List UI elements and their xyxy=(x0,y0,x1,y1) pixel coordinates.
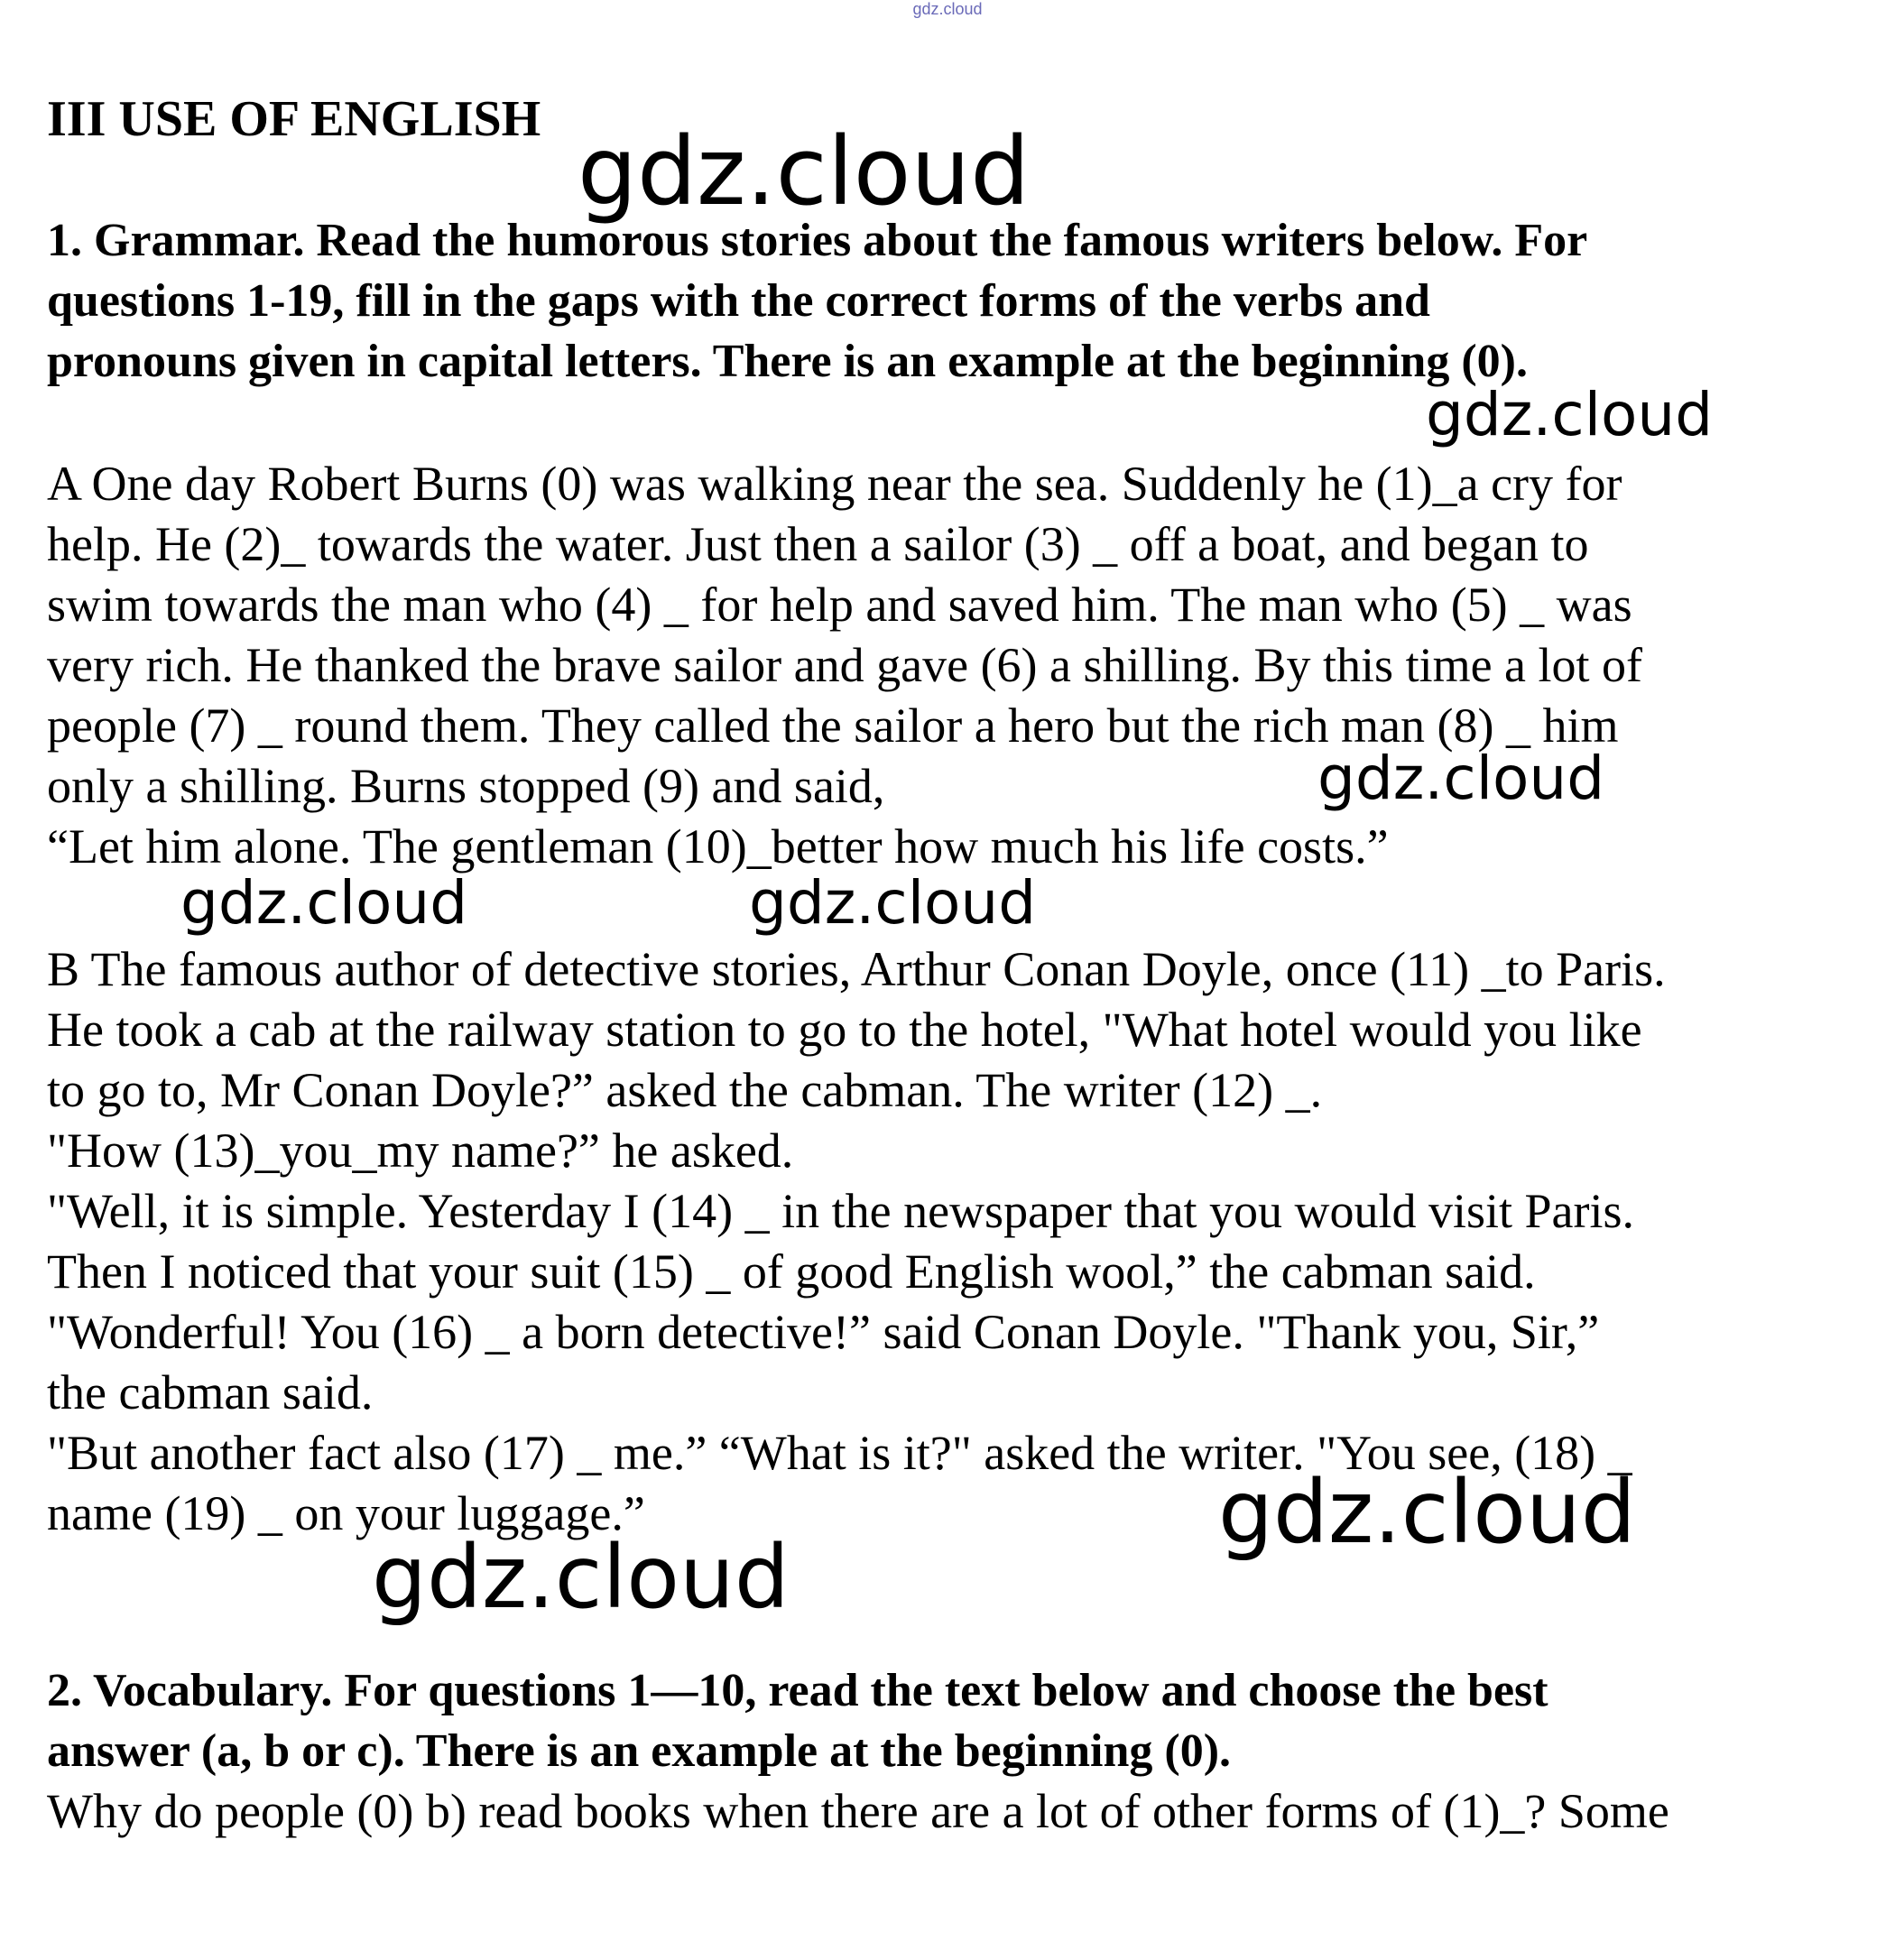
watermark: gdz.cloud xyxy=(1426,380,1714,449)
vocabulary-line: Why do people (0) b) read books when there are a lot of other forms of (1)_? Some xyxy=(47,1784,1669,1838)
story-line: Then I noticed that your suit (15) _ of good English wool,” the cabman said. xyxy=(47,1244,1536,1299)
story-line: “Let him alone. The gentleman (10)_better how much his life costs.” xyxy=(47,819,1389,874)
watermark: gdz.cloud xyxy=(372,1527,790,1628)
story-line: only a shilling. Burns stopped (9) and said, xyxy=(47,759,885,813)
story-line: He took a cab at the railway station to go to the hotel, "What hotel would you like xyxy=(47,1003,1642,1057)
story-line: very rich. He thanked the brave sailor and gave (6) a shilling. By this time a lot of xyxy=(47,638,1642,692)
section-heading: III USE OF ENGLISH xyxy=(47,91,541,147)
story-line: swim towards the man who (4) _ for help and saved him. The man who (5) _ was xyxy=(47,578,1632,632)
story-a xyxy=(47,454,1870,877)
vocabulary-text xyxy=(47,1781,1870,1842)
instruction-line: 1. Grammar. Read the humorous stories about the famous writers below. For xyxy=(47,215,1588,266)
watermark: gdz.cloud xyxy=(1317,744,1605,813)
instruction-line: questions 1-19, fill in the gaps with the correct forms of the verbs and xyxy=(47,275,1430,327)
story-line: name (19) _ on your luggage.” xyxy=(47,1486,645,1540)
watermark: gdz.cloud xyxy=(1218,1462,1636,1563)
instruction-line: 2. Vocabulary. For questions 1—10, read the text below and choose the best xyxy=(47,1665,1548,1716)
story-line: A One day Robert Burns (0) was walking near the sea. Suddenly he (1)_a cry for xyxy=(47,457,1622,511)
story-line: people (7) _ round them. They called the sailor a hero but the rich man (8) _ him xyxy=(47,698,1619,753)
top-watermark: gdz.cloud xyxy=(912,0,983,18)
watermark: gdz.cloud xyxy=(180,868,468,938)
grammar-task-instruction xyxy=(47,210,1843,392)
watermark: gdz.cloud xyxy=(749,868,1037,938)
story-line: "Wonderful! You (16) _ a born detective!” said Conan Doyle. "Thank you, Sir,” xyxy=(47,1305,1600,1359)
story-line: to go to, Mr Conan Doyle?” asked the cabman. The writer (12) _. xyxy=(47,1063,1323,1117)
story-line: "But another fact also (17) _ me.” “What is it?" asked the writer. "You see, (18) _ xyxy=(47,1426,1632,1480)
story-line: B The famous author of detective stories, Arthur Conan Doyle, once (11) _to Paris. xyxy=(47,942,1666,996)
story-line: "How (13)_you_my name?” he asked. xyxy=(47,1123,794,1178)
story-line: help. He (2)_ towards the water. Just then a sailor (3) _ off a boat, and began to xyxy=(47,517,1589,571)
story-b xyxy=(47,939,1870,1544)
vocabulary-task-instruction xyxy=(47,1660,1843,1781)
story-line: the cabman said. xyxy=(47,1365,374,1419)
story-line: "Well, it is simple. Yesterday I (14) _ in the newspaper that you would visit Paris. xyxy=(47,1184,1634,1238)
watermark: gdz.cloud xyxy=(578,116,1031,227)
instruction-line: answer (a, b or c). There is an example at the beginning (0). xyxy=(47,1725,1232,1777)
instruction-line: pronouns given in capital letters. There is an example at the beginning (0). xyxy=(47,336,1528,387)
